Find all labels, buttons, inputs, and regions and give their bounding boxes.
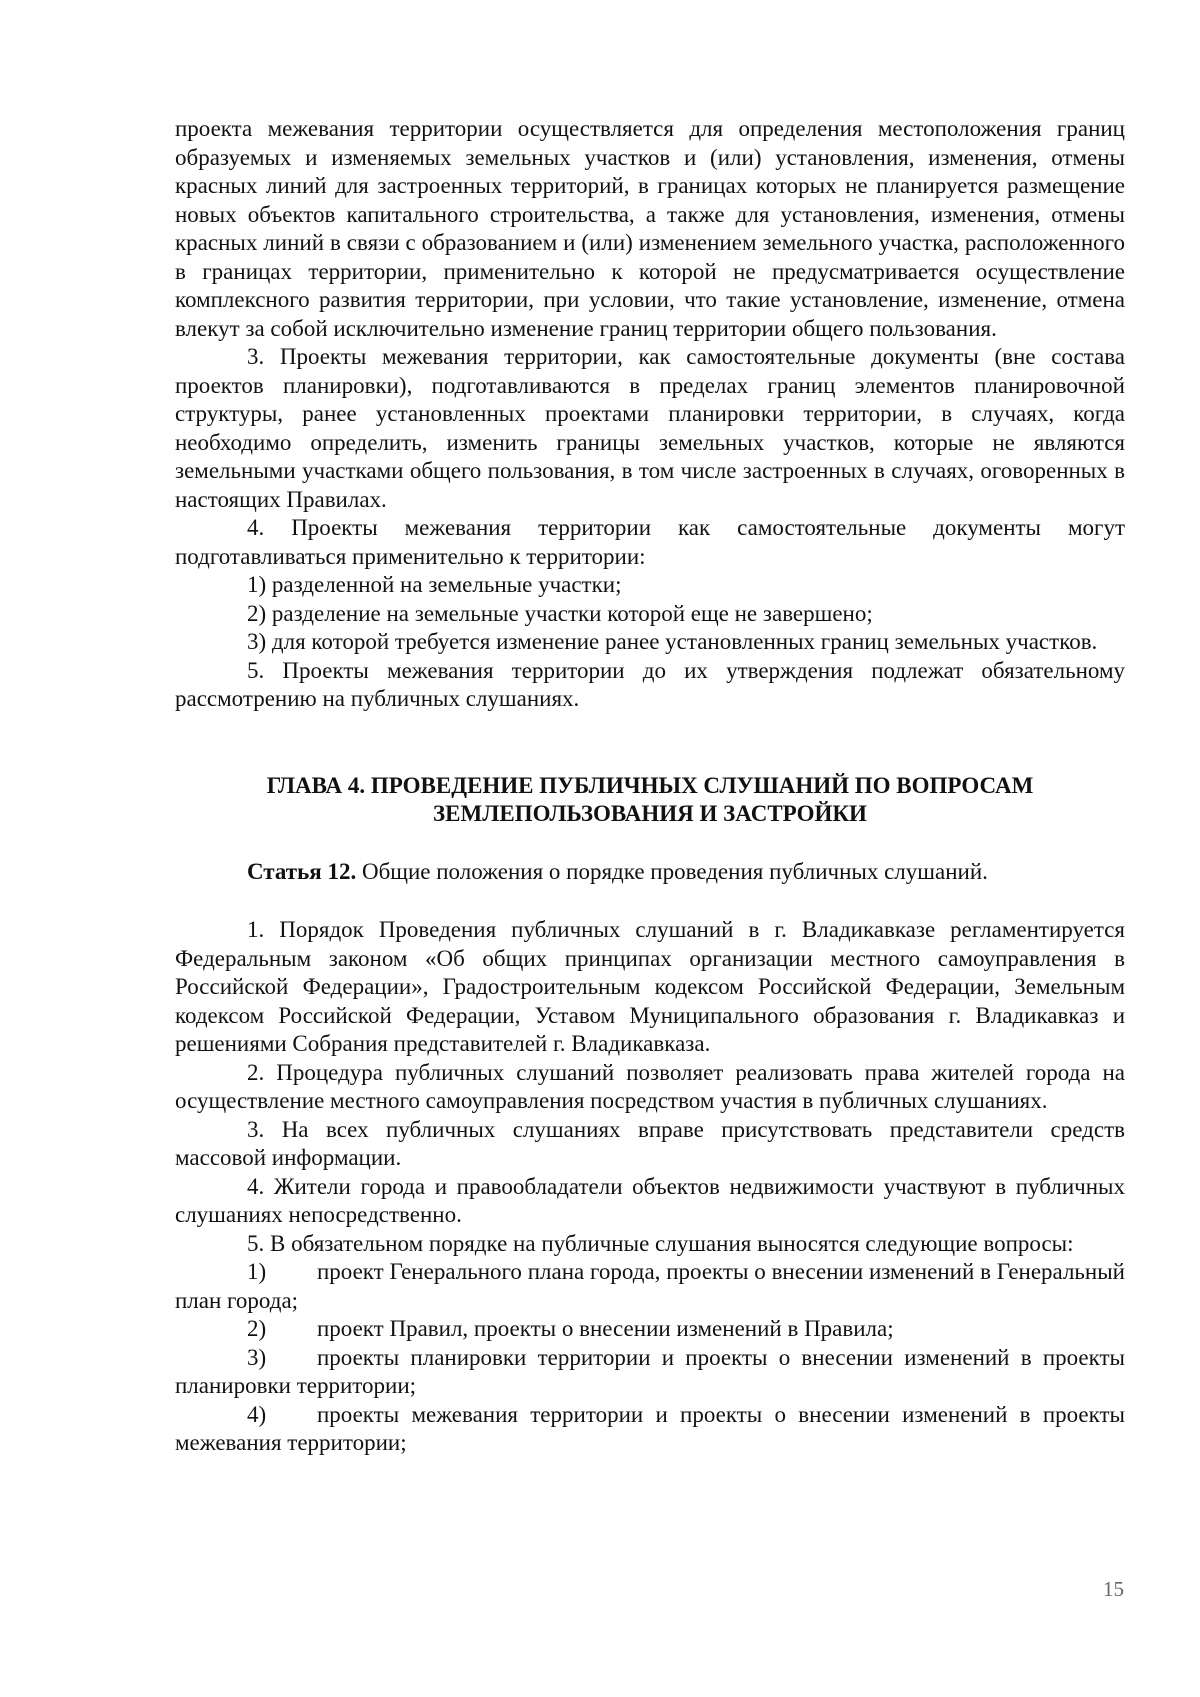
list-item-text: проект Генерального плана города, проекты о внесении изменений в Генеральный план города;	[175, 1259, 1125, 1313]
paragraph-section-4-intro: 4. Проекты межевания территории как самостоятельные документы могут подготавливаться применительно к территории:	[175, 515, 1125, 569]
list-item-section-4-1: 1) разделенной на земельные участки;	[247, 572, 622, 597]
spacer	[175, 828, 1125, 858]
list-item-number: 4)	[247, 1401, 267, 1427]
chapter-heading-line-2: ЗЕМЛЕПОЛЬЗОВАНИЯ И ЗАСТРОЙКИ	[433, 800, 867, 826]
list-item	[175, 1258, 1125, 1315]
list-item-section-4-2: 2) разделение на земельные участки которой еще не завершено;	[247, 600, 873, 626]
list-item-number: 2)	[247, 1316, 267, 1341]
spacer	[175, 714, 1125, 772]
chapter-heading	[175, 772, 1125, 828]
spacer	[175, 886, 1125, 916]
chapter-heading-line-1: ГЛАВА 4. ПРОВЕДЕНИЕ ПУБЛИЧНЫХ СЛУШАНИЙ ПО ВОПРОСАМ	[266, 772, 1034, 798]
list-item-section-4-3: 3) для которой требуется изменение ранее установленных границ земельных участков.	[247, 629, 1098, 654]
article-paragraph-3: 3. На всех публичных слушаниях вправе присутствовать представители средств массовой информации.	[175, 1116, 1125, 1170]
list-item	[175, 1401, 1125, 1458]
list-item-number: 3)	[247, 1344, 267, 1370]
list-item-text: проекты планировки территории и проекты о внесении изменений в проекты планировки территории;	[175, 1344, 1125, 1398]
list-item	[175, 1344, 1125, 1401]
page-number: 15	[1103, 1577, 1124, 1601]
article-paragraph-1: 1. Порядок Проведения публичных слушаний в г. Владикавказе регламентируется Федеральным законом «Об общих принципах организации местного самоуправления в Российской Федерации», Градостроительным кодексом Российской Федерации, Земельным кодексом Российской Федерации, Уставом Муниципального образования г. Владикавказ и решениями Собрания представителей г. Владикавказа.	[175, 917, 1125, 1056]
list-item-text: проекты межевания территории и проекты о внесении изменений в проекты межевания территории;	[175, 1401, 1125, 1455]
article-heading	[175, 858, 1125, 887]
article-paragraph-5: 5. В обязательном порядке на публичные слушания выносятся следующие вопросы:	[247, 1230, 1074, 1256]
page-content	[175, 115, 1125, 1458]
article-label: Статья 12.	[247, 858, 357, 884]
list-item	[175, 1315, 1125, 1344]
continued-paragraph: проекта межевания территории осуществляется для определения местоположения границ образуемых и изменяемых земельных участков и (или) установления, изменения, отмены красных линий для застроенных территорий, в границах которых не планируется размещение новых объектов капитального строительства, а также для установления, изменения, отмены красных линий в связи с образованием и (или) изменением земельного участка, расположенного в границах территории, применительно к которой не предусматривается осуществление комплексного развития территории, при условии, что такие установление, изменение, отмена влекут за собой исключительно изменение границ территории общего пользования.	[175, 116, 1125, 341]
article-paragraph-2: 2. Процедура публичных слушаний позволяет реализовать права жителей города на осуществление местного самоуправления посредством участия в публичных слушаниях.	[175, 1059, 1125, 1113]
list-item-text: проект Правил, проекты о внесении изменений в Правила;	[317, 1316, 894, 1341]
article-title: Общие положения о порядке проведения публичных слушаний.	[356, 858, 988, 884]
list-item-number: 1)	[247, 1259, 267, 1284]
paragraph-section-5: 5. Проекты межевания территории до их утверждения подлежат обязательному рассмотрению на публичных слушаниях.	[175, 657, 1125, 711]
paragraph-section-3: 3. Проекты межевания территории, как самостоятельные документы (вне состава проектов планировки), подготавливаются в пределах границ элементов планировочной структуры, ранее установленных проектами планировки территории, в случаях, когда необходимо определить, изменить границы земельных участков, которые не являются земельными участками общего пользования, в том числе застроенных в случаях, оговоренных в настоящих Правилах.	[175, 344, 1125, 512]
article-paragraph-4: 4. Жители города и правообладатели объектов недвижимости участвуют в публичных слушаниях непосредственно.	[175, 1173, 1125, 1227]
